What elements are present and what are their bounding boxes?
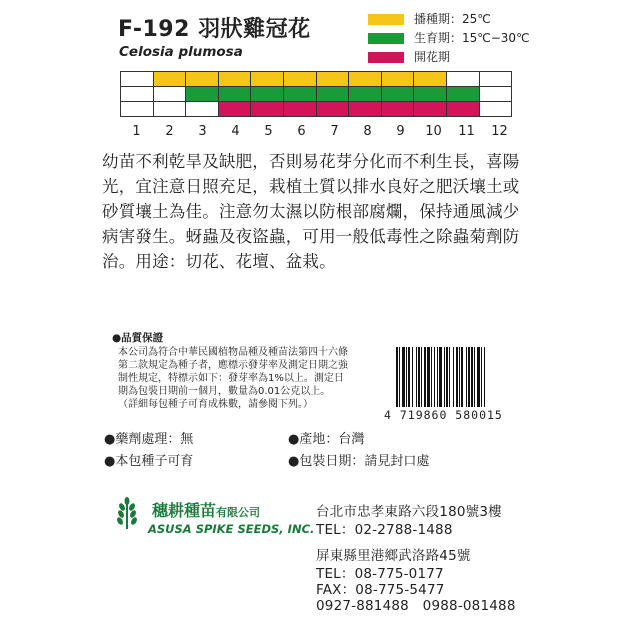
product-title: F-192 羽狀雞冠花 (118, 17, 311, 42)
month-label: 1 (132, 124, 141, 139)
calendar-cell-green (349, 87, 382, 102)
company-name-suffix: 有限公司 (216, 506, 261, 519)
calendar-cell-green (218, 87, 251, 102)
month-label: 11 (458, 124, 475, 139)
taipei-tel: TEL：02-2788-1488 (316, 522, 453, 538)
calendar-cell-red (218, 102, 251, 117)
quality-line: 制性規定，特標示如下：發芽率為1%以上。測定日 (118, 373, 344, 384)
calendar-row (121, 102, 512, 117)
wheat-logo-icon (112, 496, 142, 530)
calendar-cell-white (153, 87, 186, 102)
barcode-bar (471, 347, 473, 407)
barcode-bar (456, 347, 458, 407)
barcode-bar (446, 347, 448, 407)
legend-swatch-green (368, 33, 404, 44)
calendar-cell-red (283, 102, 316, 117)
growth-calendar (120, 71, 512, 117)
barcode-bar (421, 347, 422, 407)
calendar-cell-yellow (316, 72, 349, 87)
barcode-bar (437, 347, 438, 407)
calendar-cell-white (153, 102, 186, 117)
barcode-icon (396, 347, 516, 407)
calendar-cell-green (251, 87, 284, 102)
pingtung-address: 屏東縣里港鄉武洛路45號 (316, 548, 471, 564)
calendar-cell-red (251, 102, 284, 117)
pesticide-info: ●藥劑處理：無 (104, 432, 194, 447)
latin-name: Celosia plumosa (119, 44, 243, 60)
quality-title: ●品質保證 (112, 332, 164, 344)
month-label: 3 (198, 124, 207, 139)
month-label: 7 (330, 124, 339, 139)
fertile-info: ●本包種子可育 (104, 454, 194, 469)
calendar-cell-red (414, 102, 447, 117)
company-name (152, 498, 260, 521)
quality-line: （詳細每包種子可育成株數，請參閱下列。） (118, 399, 313, 410)
legend-swatch-red (368, 52, 404, 63)
barcode-bar (466, 347, 467, 407)
legend-swatch-yellow (368, 14, 404, 25)
calendar-cell-red (316, 102, 349, 117)
month-label: 8 (363, 124, 372, 139)
origin-info: ●產地：台灣 (288, 432, 365, 447)
calendar-row (121, 87, 512, 102)
quality-line: 期為包裝日期前一個月，數量為0.01公克以上。 (118, 386, 331, 397)
calendar-cell-yellow (349, 72, 382, 87)
calendar-cell-yellow (186, 72, 219, 87)
barcode-bar (481, 347, 482, 407)
barcode-bar (424, 347, 426, 407)
calendar-cell-green (316, 87, 349, 102)
calendar-cell-yellow (153, 72, 186, 87)
company-name-main: 穗耕種苗 (152, 501, 217, 520)
barcode-bar (484, 347, 485, 407)
month-label: 10 (425, 124, 442, 139)
legend-growing (368, 29, 530, 48)
legend-label: 播種期：25℃ (414, 12, 491, 26)
calendar-cell-white (446, 72, 479, 87)
barcode-bar (453, 347, 454, 407)
calendar-cell-green (283, 87, 316, 102)
calendar-cell-yellow (414, 72, 447, 87)
barcode-bar (418, 347, 420, 407)
barcode-bar (461, 347, 463, 407)
pack-date-info: ●包裝日期：請見封口處 (288, 454, 430, 469)
calendar-cell-green (446, 87, 479, 102)
calendar-cell-white (479, 102, 512, 117)
legend (368, 10, 530, 67)
barcode-bar (412, 347, 413, 407)
month-label: 6 (297, 124, 306, 139)
calendar-cell-white (186, 102, 219, 117)
legend-label: 開花期 (414, 50, 451, 64)
barcode-bar (402, 347, 405, 407)
quality-line: 本公司為符合中華民國植物品種及種苗法第四十六條 (118, 347, 348, 358)
barcode-bar (439, 347, 442, 407)
barcode-bar (427, 347, 430, 407)
barcode-bar (399, 347, 400, 407)
care-description: 幼苗不利乾旱及缺肥，否則易花芽分化而不利生長，喜陽光，宜注意日照充足，栽植土質以排水良好之肥沃壤土或砂質壤土為佳。注意勿太濕以防根部腐爛，保持通風減少病害發生。蚜蟲及夜盜蟲，可用一般低毒性之除蟲菊劑防治。用途：切花、花壇、盆栽。 (102, 152, 520, 271)
month-label: 9 (396, 124, 405, 139)
company-name-en: ASUSA SPIKE SEEDS, INC. (148, 522, 315, 536)
calendar-cell-green (414, 87, 447, 102)
pingtung-tel: TEL：08-775-0177 (316, 566, 444, 582)
legend-label: 生育期：15℃−30℃ (414, 31, 530, 45)
calendar-cell-red (446, 102, 479, 117)
month-axis (120, 124, 516, 139)
legend-sowing (368, 10, 530, 29)
month-label: 5 (264, 124, 273, 139)
calendar-cell-red (381, 102, 414, 117)
calendar-row (121, 72, 512, 87)
pingtung-fax: FAX：08-775-5477 (316, 582, 445, 598)
calendar-cell-green (381, 87, 414, 102)
barcode-bar (406, 347, 407, 407)
calendar-cell-yellow (218, 72, 251, 87)
quality-line: 第二款規定為種子者，應標示發芽率及測定日期之強 (118, 360, 348, 371)
barcode-bar (431, 347, 432, 407)
legend-flowering (368, 48, 530, 67)
calendar-cell-yellow (283, 72, 316, 87)
calendar-cell-yellow (251, 72, 284, 87)
barcode-bar (434, 347, 435, 407)
calendar-cell-white (121, 102, 154, 117)
barcode-bar (474, 347, 475, 407)
month-label: 4 (231, 124, 240, 139)
barcode-bar (468, 347, 470, 407)
quality-guarantee (112, 332, 384, 411)
barcode-number: 4 719860 580015 (384, 408, 503, 422)
calendar-cell-white (121, 87, 154, 102)
barcode-bar (408, 347, 410, 407)
taipei-address: 台北市忠孝東路六段180號3樓 (316, 504, 502, 520)
barcode-bar (396, 347, 398, 407)
calendar-cell-green (186, 87, 219, 102)
barcode-bar (449, 347, 450, 407)
barcode-bar (459, 347, 460, 407)
calendar-cell-white (479, 87, 512, 102)
mobile-numbers: 0927-881488 0988-081488 (316, 598, 516, 614)
calendar-cell-white (121, 72, 154, 87)
calendar-cell-red (349, 102, 382, 117)
barcode-bar (477, 347, 480, 407)
barcode-bar (444, 347, 445, 407)
calendar-cell-white (479, 72, 512, 87)
month-label: 2 (165, 124, 174, 139)
barcode-bar (416, 347, 417, 407)
calendar-cell-yellow (381, 72, 414, 87)
month-label: 12 (491, 124, 508, 139)
